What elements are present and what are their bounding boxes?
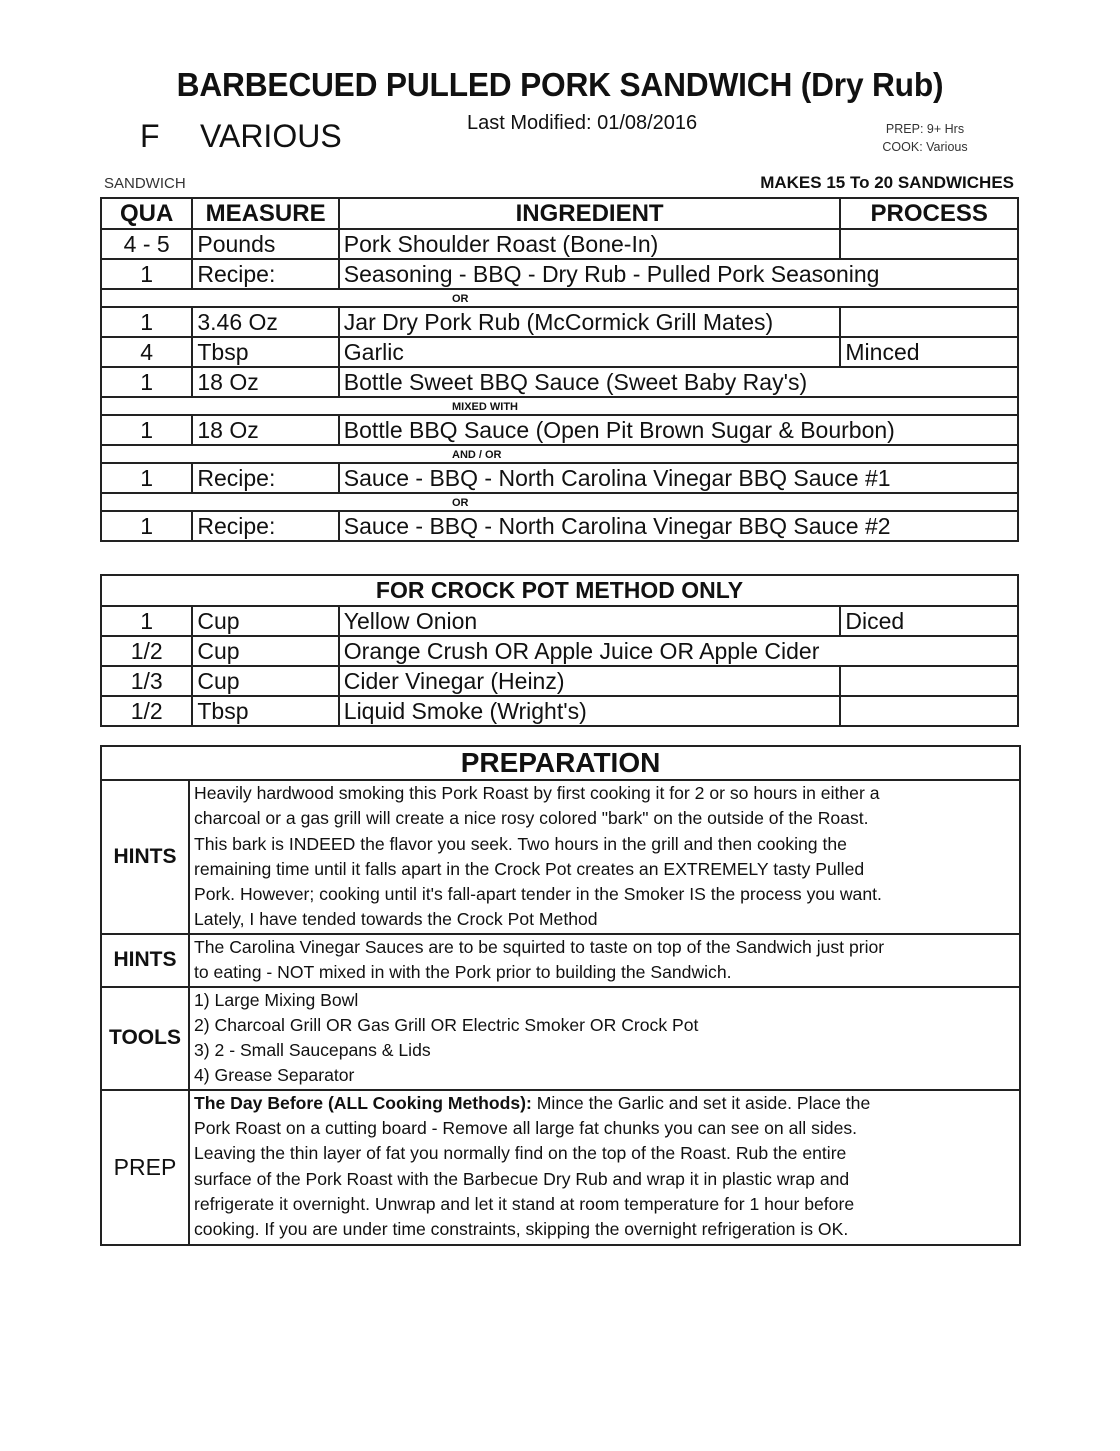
category-letter: F — [140, 118, 160, 154]
quantity-cell: 1 — [101, 511, 192, 541]
ingredient-cell: Garlic — [339, 337, 841, 367]
separator-label: OR — [101, 289, 1018, 307]
process-cell: Diced — [840, 606, 1018, 636]
ingredient-cell: Bottle BBQ Sauce (Open Pit Brown Sugar & Bourbon) — [339, 415, 1018, 445]
preparation-row-hints — [101, 780, 1020, 934]
text-line: charcoal or a gas grill will create a nice rosy colored "bark" on the outside of the Roast. — [194, 808, 869, 829]
ingredient-cell: Sauce - BBQ - North Carolina Vinegar BBQ Sauce #2 — [339, 511, 1018, 541]
measure-cell: 18 Oz — [192, 367, 338, 397]
category-name: VARIOUS — [200, 118, 342, 154]
text-line: refrigerate it overnight. Unwrap and let it stand at room temperature for 1 hour before — [194, 1193, 855, 1214]
text-line: Pork. However; cooking until it's fall-apart tender in the Smoker IS the process you want. — [194, 884, 882, 905]
preparation-row-prep — [101, 1090, 1020, 1245]
preparation-header-row — [101, 746, 1020, 780]
quantity-cell: 1/2 — [101, 696, 192, 726]
measure-cell: 18 Oz — [192, 415, 338, 445]
text-line: Lately, I have tended towards the Crock Pot Method — [194, 909, 598, 930]
preparation-row-hints — [101, 934, 1020, 987]
crock-pot-row — [101, 666, 1018, 696]
separator-row — [101, 289, 1018, 307]
ingredient-cell: Bottle Sweet BBQ Sauce (Sweet Baby Ray's) — [339, 367, 1018, 397]
ingredients-header-row — [101, 198, 1018, 229]
ingredients-table — [100, 197, 1019, 542]
preparation-heading: PREPARATION — [101, 746, 1020, 780]
ingredient-row — [101, 415, 1018, 445]
column-header-qty: QUA — [101, 198, 192, 229]
process-cell — [840, 229, 1018, 259]
process-cell — [840, 666, 1018, 696]
ingredient-cell: Cider Vinegar (Heinz) — [339, 666, 841, 696]
text-line: Pork Roast on a cutting board - Remove all large fat chunks you can see on all sides. — [194, 1118, 858, 1139]
recipe-section: SANDWICH — [104, 175, 186, 192]
preparation-text — [189, 934, 1020, 987]
measure-cell: Recipe: — [192, 511, 338, 541]
preparation-row-tools — [101, 987, 1020, 1090]
measure-cell: Cup — [192, 666, 338, 696]
ingredient-cell: Sauce - BBQ - North Carolina Vinegar BBQ Sauce #1 — [339, 463, 1018, 493]
text-line: 1) Large Mixing Bowl — [194, 989, 359, 1010]
separator-label: MIXED WITH — [101, 397, 1018, 415]
column-header-ingredient: INGREDIENT — [339, 198, 841, 229]
crock-pot-row — [101, 606, 1018, 636]
quantity-cell: 1 — [101, 415, 192, 445]
measure-cell: Recipe: — [192, 259, 338, 289]
measure-cell: Cup — [192, 606, 338, 636]
text-line: 3) 2 - Small Saucepans & Lids — [194, 1040, 431, 1061]
separator-label: AND / OR — [101, 445, 1018, 463]
preparation-text — [189, 1090, 1020, 1245]
crock-pot-row — [101, 696, 1018, 726]
text-line: This bark is INDEED the flavor you seek. Two hours in the grill and then cooking the — [194, 833, 847, 854]
quantity-cell: 1 — [101, 259, 192, 289]
text-line: The Carolina Vinegar Sauces are to be squirted to taste on top of the Sandwich just prior — [194, 937, 885, 957]
text-line: remaining time until it falls apart in the Crock Pot creates an EXTREMELY tasty Pulled — [194, 858, 865, 879]
crock-pot-table — [100, 574, 1019, 727]
ingredient-row — [101, 307, 1018, 337]
text-line: to eating - NOT mixed in with the Pork prior to building the Sandwich. — [194, 962, 732, 983]
yield: MAKES 15 To 20 SANDWICHES — [760, 173, 1014, 192]
ingredient-row — [101, 511, 1018, 541]
preparation-table — [100, 745, 1021, 1246]
ingredient-cell: Pork Shoulder Roast (Bone-In) — [339, 229, 841, 259]
measure-cell: 3.46 Oz — [192, 307, 338, 337]
quantity-cell: 4 — [101, 337, 192, 367]
ingredient-cell: Seasoning - BBQ - Dry Rub - Pulled Pork Seasoning — [339, 259, 1018, 289]
crock-pot-row — [101, 636, 1018, 666]
text-line: cooking. If you are under time constraints, skipping the overnight refrigeration is OK. — [194, 1219, 849, 1240]
measure-cell: Pounds — [192, 229, 338, 259]
preparation-label: TOOLS — [101, 987, 189, 1090]
column-header-process: PROCESS — [840, 198, 1018, 229]
quantity-cell: 1 — [101, 367, 192, 397]
quantity-cell: 1 — [101, 463, 192, 493]
process-cell: Minced — [840, 337, 1018, 367]
ingredient-cell: Orange Crush OR Apple Juice OR Apple Cider — [339, 636, 1018, 666]
quantity-cell: 4 - 5 — [101, 229, 192, 259]
column-header-measure: MEASURE — [192, 198, 338, 229]
text-line: 2) Charcoal Grill OR Gas Grill OR Electric Smoker OR Crock Pot — [194, 1014, 699, 1035]
ingredient-row — [101, 337, 1018, 367]
prep-time: PREP: 9+ Hrs — [885, 122, 965, 136]
quantity-cell: 1/2 — [101, 636, 192, 666]
ingredient-row — [101, 367, 1018, 397]
quantity-cell: 1 — [101, 307, 192, 337]
recipe-title: BARBECUED PULLED PORK SANDWICH (Dry Rub) — [176, 66, 944, 103]
preparation-text — [189, 987, 1020, 1090]
ingredient-row — [101, 463, 1018, 493]
separator-row — [101, 493, 1018, 511]
text-line: Leaving the thin layer of fat you normally find on the top of the Roast. Rub the entire — [194, 1143, 847, 1164]
ingredient-row — [101, 259, 1018, 289]
measure-cell: Cup — [192, 636, 338, 666]
preparation-text — [189, 780, 1020, 934]
text-line: surface of the Pork Roast with the Barbecue Dry Rub and wrap it in plastic wrap and — [194, 1168, 850, 1189]
preparation-label: HINTS — [101, 934, 189, 987]
lead-in: The Day Before (ALL Cooking Methods): — [194, 1092, 532, 1113]
process-cell — [840, 307, 1018, 337]
preparation-label: HINTS — [101, 780, 189, 934]
separator-label: OR — [101, 493, 1018, 511]
measure-cell: Tbsp — [192, 696, 338, 726]
crock-pot-header-row — [101, 575, 1018, 606]
separator-row — [101, 397, 1018, 415]
separator-row — [101, 445, 1018, 463]
quantity-cell: 1/3 — [101, 666, 192, 696]
text-line: Heavily hardwood smoking this Pork Roast by first cooking it for 2 or so hours in either a — [194, 783, 880, 803]
measure-cell: Tbsp — [192, 337, 338, 367]
text-line — [194, 1091, 1015, 1116]
ingredient-cell: Liquid Smoke (Wright's) — [339, 696, 841, 726]
measure-cell: Recipe: — [192, 463, 338, 493]
cook-time: COOK: Various — [882, 140, 968, 154]
crock-pot-heading: FOR CROCK POT METHOD ONLY — [101, 575, 1018, 606]
process-cell — [840, 696, 1018, 726]
ingredient-cell: Jar Dry Pork Rub (McCormick Grill Mates) — [339, 307, 841, 337]
ingredient-row — [101, 229, 1018, 259]
ingredient-cell: Yellow Onion — [339, 606, 841, 636]
quantity-cell: 1 — [101, 606, 192, 636]
text-line: 4) Grease Separator — [194, 1065, 355, 1086]
preparation-label: PREP — [101, 1090, 189, 1245]
last-modified: Last Modified: 01/08/2016 — [467, 112, 698, 134]
lead-rest: Mince the Garlic and set it aside. Place the — [531, 1092, 871, 1113]
